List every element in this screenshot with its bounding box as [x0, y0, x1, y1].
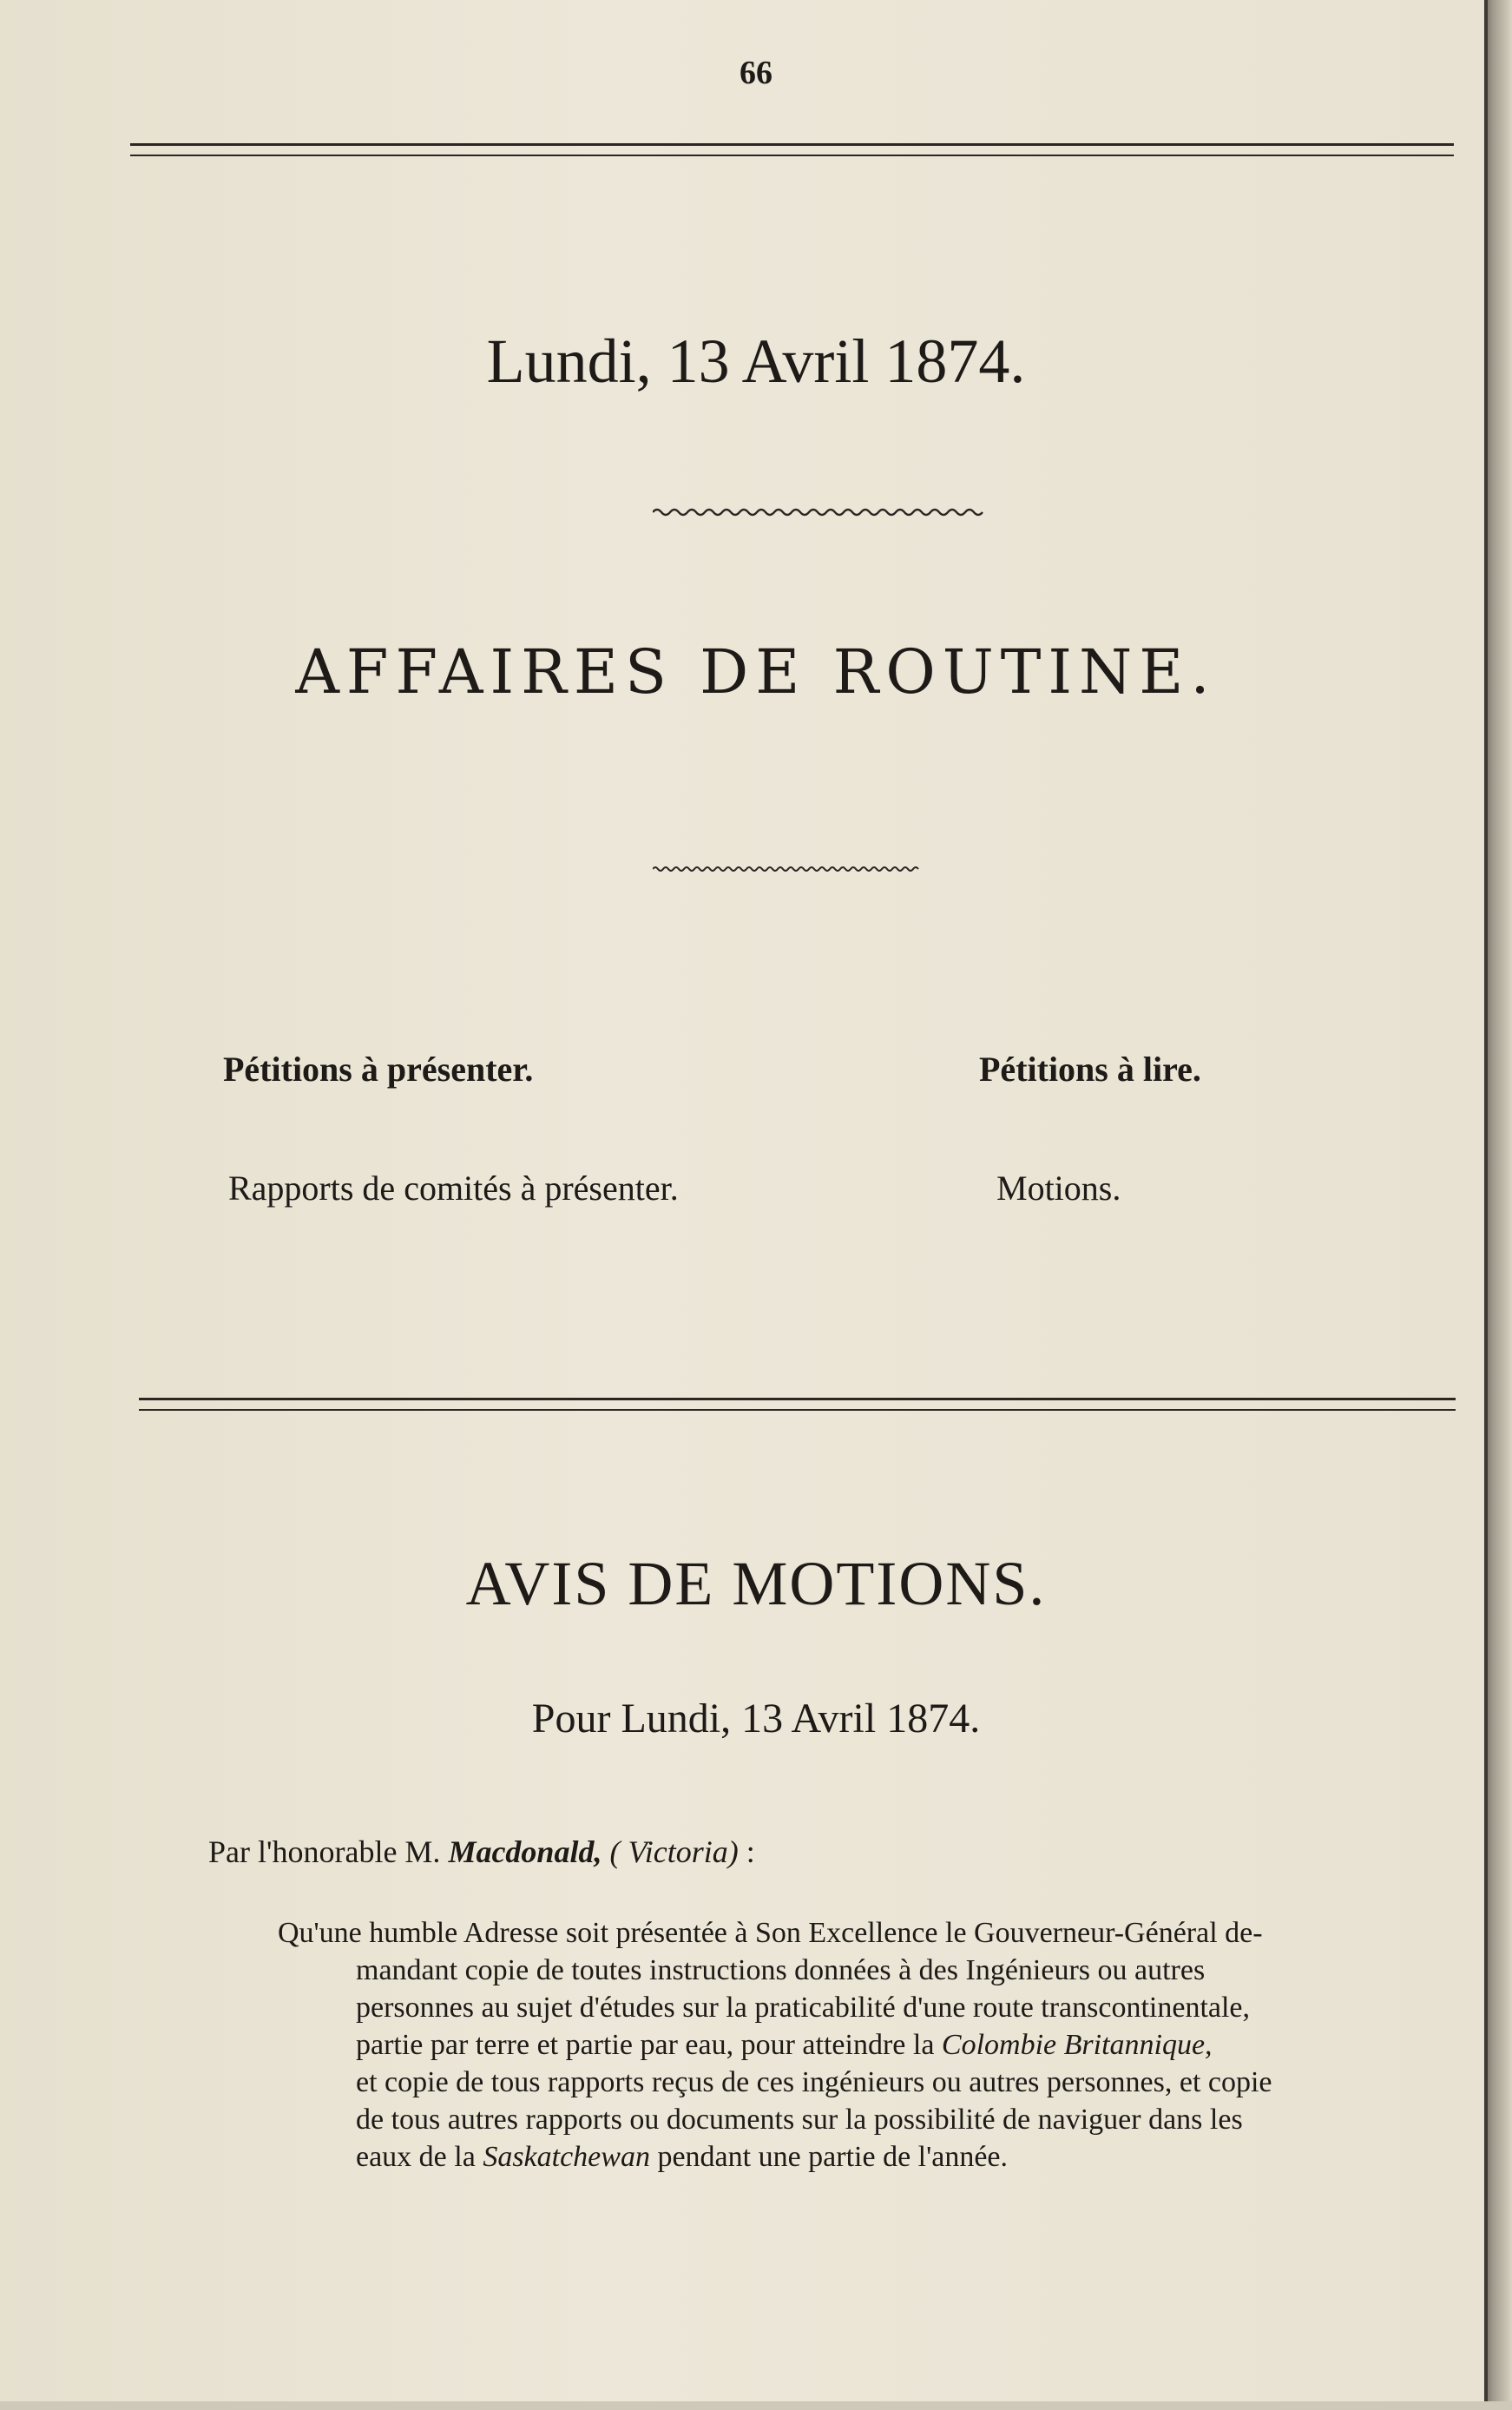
page-edge-line — [1484, 0, 1488, 2410]
motion-line-5: et copie de tous rapports reçus de ces ingénieurs ou autres personnes, et copie — [356, 2066, 1272, 2098]
middle-double-rule — [139, 1398, 1456, 1411]
motion-line-4 — [356, 2026, 1469, 2064]
routine-item-committee-reports: Rapports de comités à présenter. — [228, 1169, 679, 1208]
motion-line-3: personnes au sujet d'études sur la praticabilité d'une route transcontinentale, — [356, 1992, 1251, 2024]
motion-body — [278, 1914, 1469, 2176]
top-double-rule — [130, 143, 1454, 156]
wavy-ornament-1 — [653, 505, 988, 519]
date-title: Lundi, 13 Avril 1874. — [486, 326, 1026, 396]
motion-line-1: Qu'une humble Adresse soit présentée à Son Excellence le Gouverneur-Général de- — [278, 1917, 1263, 1949]
motion-line-7 — [356, 2138, 1469, 2176]
page-bottom-edge — [0, 2401, 1512, 2410]
mover-name: Macdonald, — [448, 1834, 602, 1869]
routine-item-petitions-present: Pétitions à présenter. — [223, 1050, 534, 1089]
motion-line-4-text: partie par terre et partie par eau, pour atteindre la — [356, 2029, 942, 2061]
routine-item-petitions-read: Pétitions à lire. — [979, 1050, 1201, 1089]
notices-heading: AVIS DE MOTIONS. — [465, 1549, 1047, 1618]
mover-riding: ( Victoria) — [609, 1834, 739, 1869]
mover-colon: : — [738, 1834, 755, 1869]
routine-heading: AFFAIRES DE ROUTINE. — [295, 636, 1217, 708]
mover-prefix: Par l'honorable M. — [208, 1834, 441, 1869]
motion-line-7-tail: pendant une partie de l'année. — [649, 2141, 1009, 2173]
notices-date: Pour Lundi, 13 Avril 1874. — [531, 1696, 981, 1742]
page-number: 66 — [740, 55, 772, 91]
motion-line-2: mandant copie de toutes instructions données à des Ingénieurs ou autres — [356, 1954, 1206, 1986]
routine-item-motions: Motions. — [996, 1169, 1121, 1208]
motion-line-7-text: eaux de la — [356, 2141, 483, 2173]
motion-place-colombie: Colombie Britannique, — [941, 2029, 1213, 2061]
motion-line-6: de tous autres rapports ou documents sur la possibilité de naviguer dans les — [356, 2104, 1243, 2136]
mover-line — [208, 1834, 755, 1870]
page-binding-edge — [1484, 0, 1512, 2410]
wavy-ornament-2 — [653, 865, 924, 873]
motion-place-saskatchewan: Saskatchewan — [483, 2141, 650, 2173]
